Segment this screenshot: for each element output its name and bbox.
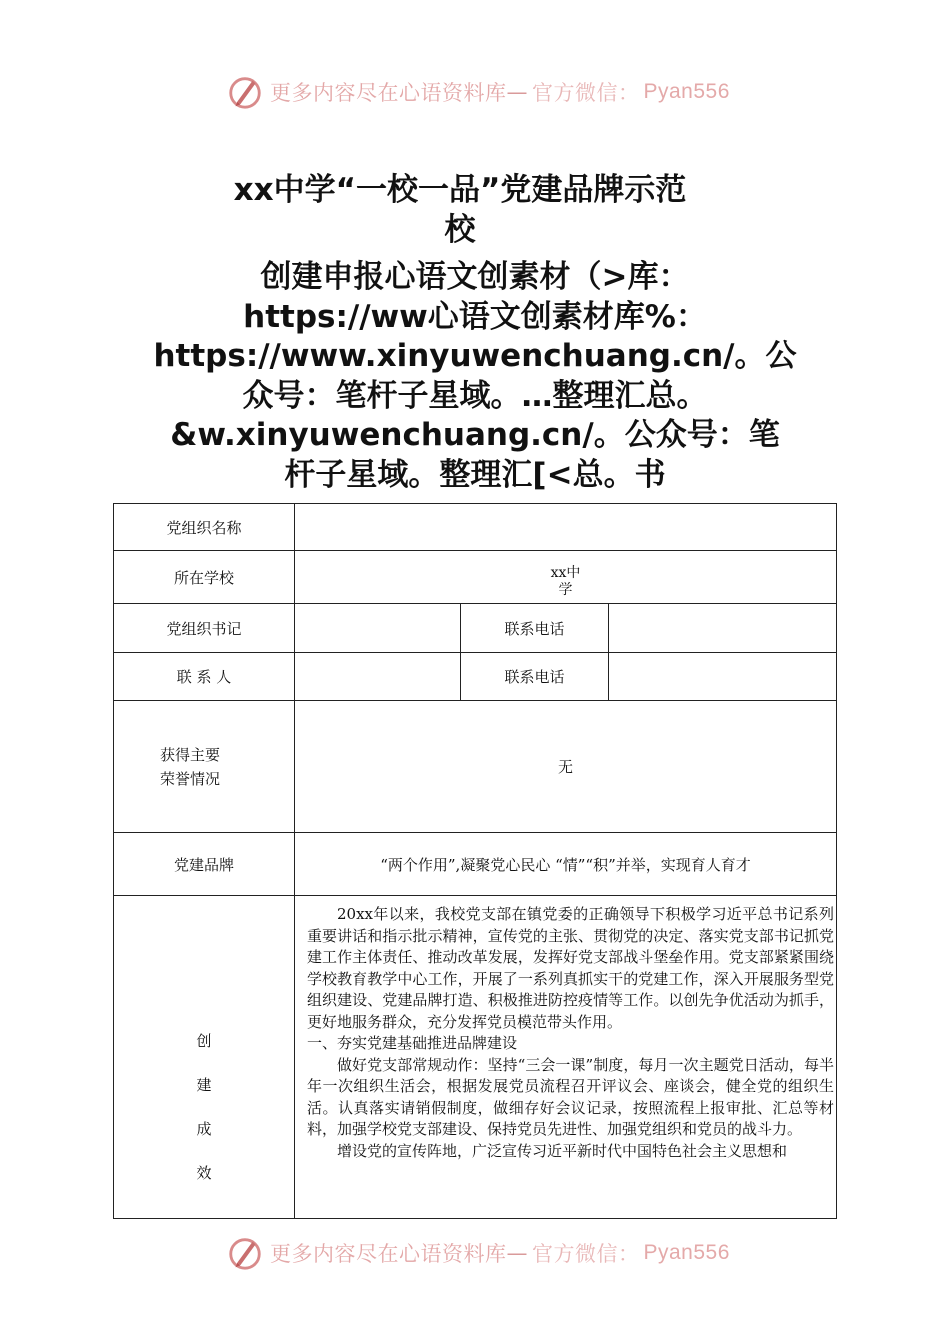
brand-value: “两个作用”,凝聚党心民心 “情”“积”并举，实现育人育才 [295,833,837,896]
school-value-line-2: 学 [558,582,573,598]
watermark-wechat-label: 官方微信： [532,81,640,105]
subtitle-line-5: &w.xinyuwenchuang.cn/。公众号：笔 [170,417,780,453]
watermark-banner-bottom [226,1233,730,1273]
watermark-banner-top [226,72,730,112]
subtitle-line-3: https://www.xinyuwenchuang.cn/。公 [153,338,797,374]
watermark-brand: 更多内容尽在心语资料库 [270,1242,507,1266]
watermark-separator: — [506,1241,528,1265]
honor-label [114,701,295,833]
title-line-1: xx中学“一校一品”党建品牌示范 [233,172,687,208]
honor-label-line-2: 荣誉情况 [160,769,221,788]
school-value [295,551,837,604]
contact-value [295,653,461,701]
brand-label: 党建品牌 [114,833,295,896]
document-subtitle [150,258,800,495]
effect-content [295,896,837,1219]
effect-label-char-3: 成 [196,1120,212,1138]
effect-label-char-1: 创 [196,1032,212,1050]
table-row [114,551,837,604]
effect-paragraph-2: 做好党支部常规动作：坚持“三会一课”制度，每月一次主题党日活动，每半年一次组织生活会，根据发展党员流程召开评议会、座谈会，健全党的组织生活。认真落实请销假制度，做细存好会议记录，按照流程上报审批、汇总等材料，加强学校党支部建设、保持党员先进性、加强党组织和党员的战斗力。 [307,1055,835,1138]
effect-paragraph-3: 增设党的宣传阵地，广泛宣传习近平新时代中国特色社会主义思想和 [337,1141,788,1160]
watermark-wechat-label: 官方微信： [532,1242,640,1266]
table-row [114,701,837,833]
phone-value [609,604,837,653]
subtitle-line-4: 众号：笔杆子星域。…整理汇总。 [242,377,708,414]
effect-heading-1: 一、夯实党建基础推进品牌建设 [307,1034,518,1052]
phone2-value [609,653,837,701]
watermark-wechat-id: Pyan556 [643,80,730,103]
watermark-separator: — [506,80,528,104]
school-value-line-1: xx中 [550,565,581,581]
table-row [114,604,837,653]
subtitle-line-2: https://ww心语文创素材库%： [243,298,707,335]
subtitle-line-1: 创建申报心语文创素材（>库： [260,259,690,295]
phone2-label: 联系电话 [461,653,609,701]
phone-label: 联系电话 [461,604,609,653]
contact-label: 联 系 人 [114,653,295,701]
subtitle-line-6: 杆子星域。整理汇[<总。书 [284,456,666,493]
watermark-wechat-id: Pyan556 [643,1241,730,1264]
honor-label-line-1: 获得主要 [160,745,221,764]
secretary-label: 党组织书记 [114,604,295,653]
school-label: 所在学校 [114,551,295,604]
watermark-brand: 更多内容尽在心语资料库 [270,81,507,105]
effect-label [114,896,295,1219]
title-line-2: 校 [444,212,476,248]
table-row [114,504,837,551]
effect-label-char-4: 效 [196,1164,212,1182]
pen-logo-icon [226,1234,264,1272]
org-name-value [295,504,837,551]
table-row [114,833,837,896]
effect-label-char-2: 建 [196,1076,212,1094]
pen-logo-icon [226,73,264,111]
honor-value: 无 [295,701,837,833]
document-title [150,170,770,250]
table-row [114,896,837,1219]
application-form-table [113,503,837,1219]
secretary-value [295,604,461,653]
org-name-label: 党组织名称 [114,504,295,551]
effect-paragraph-1: 20xx年以来，我校党支部在镇党委的正确领导下积极学习近平总书记系列重要讲话和指示批示精神，宣传党的主张、贯彻党的决定、落实党支部书记抓党建工作主体责任、推动改革发展，发挥好党支部战斗堡垒作用。党支部紧紧围绕学校教育教学中心工作，开展了一系列真抓实干的党建工作，深入开展服务型党组织建设、党建品牌打造、积极推进防控疫情等工作。以创先争优活动为抓手，更好地服务群众，充分发挥党员模范带头作用。 [307,905,835,1031]
table-row [114,653,837,701]
